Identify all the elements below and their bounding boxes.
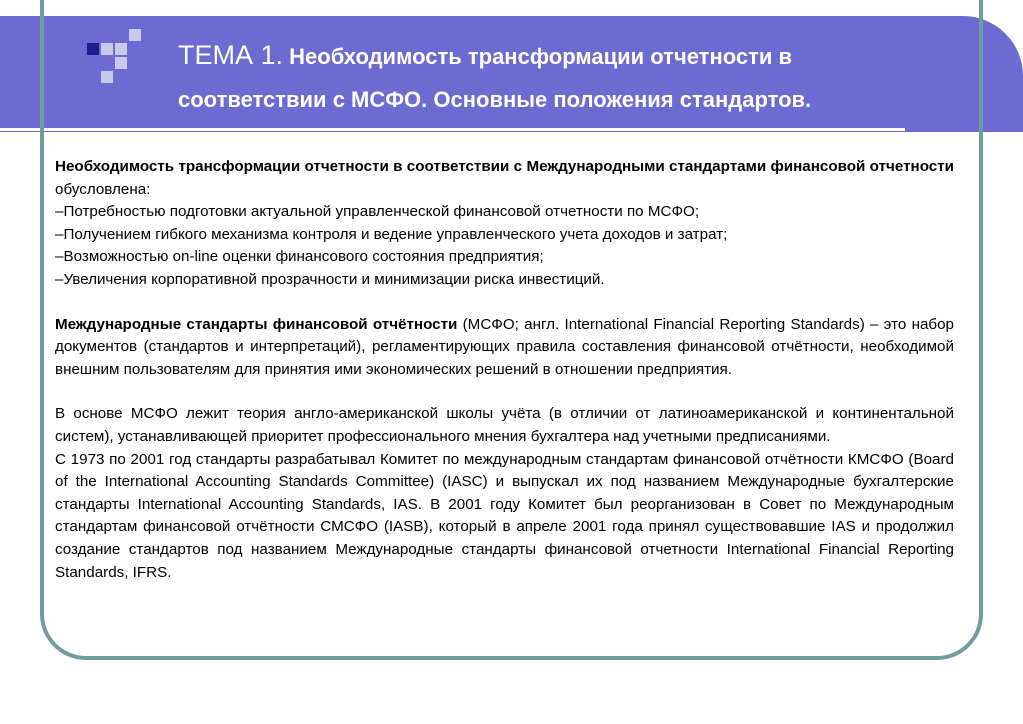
content-body xyxy=(55,156,954,584)
square-mosaic-icon xyxy=(87,27,143,83)
list-item: –Увеличения корпоративной прозрачности и минимизации риска инвестиций. xyxy=(55,270,605,288)
logo-square xyxy=(129,29,141,41)
header-underline xyxy=(0,128,905,131)
logo-square xyxy=(115,43,127,55)
spacer xyxy=(55,381,954,403)
intro-rest: обусловлена: xyxy=(55,180,151,198)
definition-rest: (МСФО; англ. International Financial Reporting Standards) – это набор документов (стандартов и интерпретаций), регламентирующих правила составления финансовой отчётности, необходимой внешним пользователям для принятия ими экономических решений в отношении предприятия. xyxy=(55,315,955,378)
list-item: –Потребностью подготовки актуальной управленческой финансовой отчетности по МСФО; xyxy=(55,203,700,221)
page-title xyxy=(178,30,968,125)
intro-paragraph xyxy=(55,156,954,201)
theory-paragraph: В основе МСФО лежит теория англо-американской школы учёта (в отличии от латиноамериканской и континентальной систем), устанавливающей приоритет профессионального мнения бухгалтера над учетными предписаниями. xyxy=(55,405,954,445)
title-prefix: ТЕМА 1. xyxy=(178,40,284,70)
intro-bold: Необходимость трансформации отчетности в соответствии с Международными стандартами финансовой отчетности xyxy=(55,158,954,175)
spacer xyxy=(55,292,954,314)
logo-square xyxy=(101,43,113,55)
logo-square xyxy=(115,57,127,69)
title-text-1: Необходимость трансформации отчетности в xyxy=(289,44,793,69)
definition-bold: Международные стандарты финансовой отчётности xyxy=(55,315,458,333)
logo-square xyxy=(101,71,113,83)
definition-paragraph xyxy=(55,314,954,382)
list-item: –Возможностью on-line оценки финансового состояния предприятия; xyxy=(55,248,544,266)
history-paragraph: С 1973 по 2001 год стандарты разрабатывал Комитет по международным стандартам финансовой отчётности КМСФО (Board of the International Accounting Standards Committee) (IASC) и выпускал их под названием Международные бухгалтерские стандарты International Accounting Standards, IAS. В 2001 году Комитет был реорганизован в Совет по Международным стандартам финансовой отчётности СМСФО (IASB), который в апреле 2001 года принял существовавшие IAS и продолжил создание стандартов под названием Международные стандарты финансовой отчетности International Financial Reporting Standards, IFRS. xyxy=(55,450,954,581)
title-line-2: соответствии с МСФО. Основные положения стандартов. xyxy=(178,87,812,112)
list-item: –Получением гибкого механизма контроля и ведение управленческого учета доходов и затрат; xyxy=(55,225,728,243)
logo-square xyxy=(87,43,99,55)
